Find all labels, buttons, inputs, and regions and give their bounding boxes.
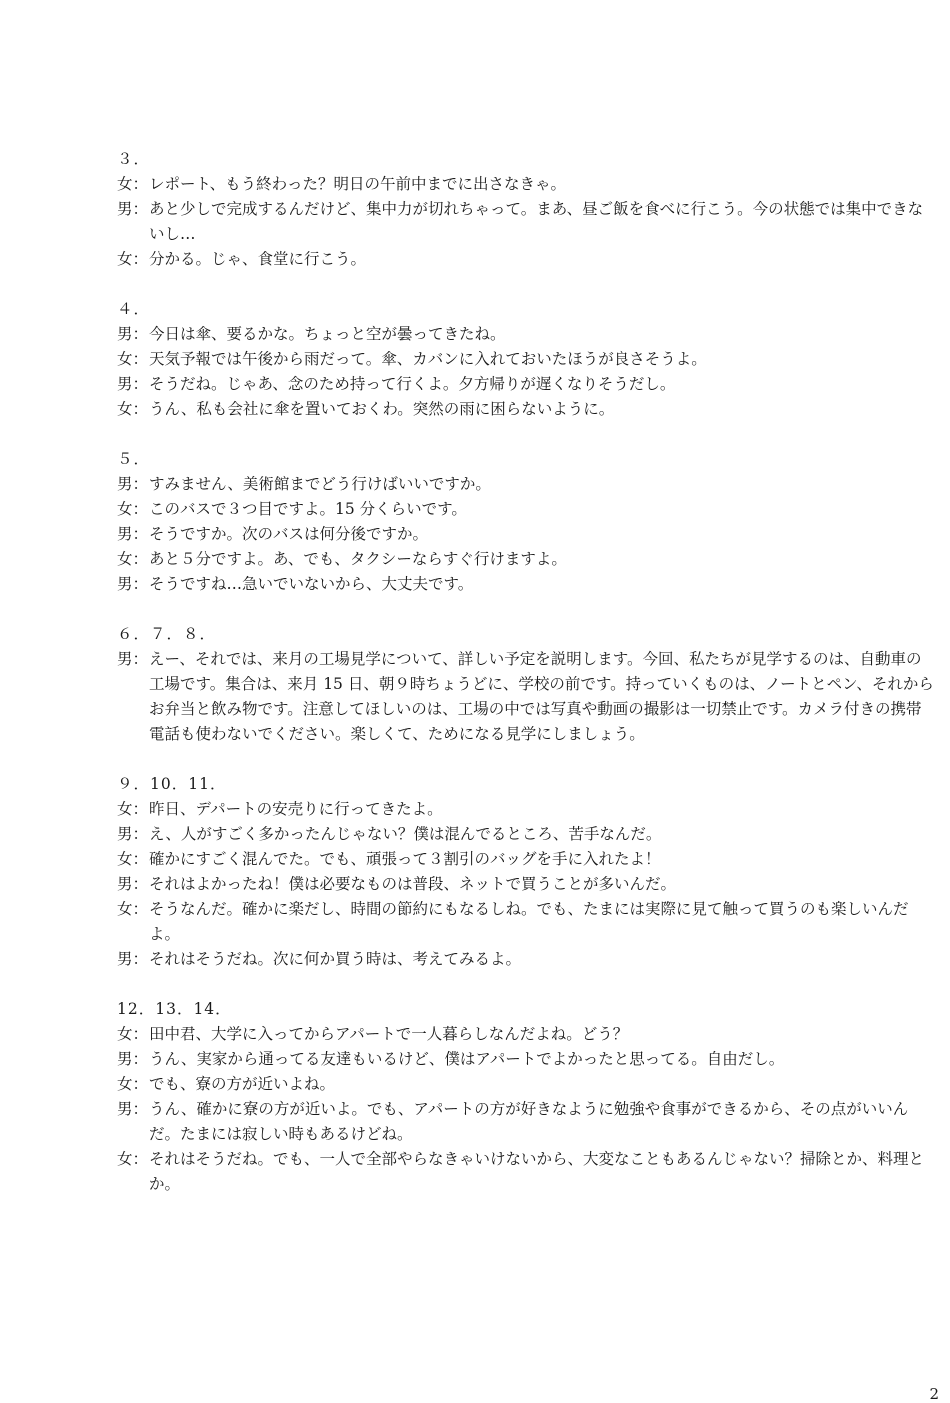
dialogue-section [117, 447, 937, 597]
speaker-label: 男： [117, 200, 149, 218]
dialogue-text: 天気予報では午後から雨だって。傘、カバンに入れておいたほうが良さそうよ。 [149, 350, 707, 368]
dialogue-line [117, 822, 937, 847]
speaker-label: 女： [117, 550, 149, 568]
dialogue-line [117, 247, 937, 272]
dialogue-text: うん、実家から通ってる友達もいるけど、僕はアパートでよかったと思ってる。自由だし。 [149, 1050, 785, 1068]
dialogue-line [117, 572, 937, 597]
speaker-label: 男： [117, 325, 149, 343]
dialogue-text: レポート、もう終わった？明日の午前中までに出さなきゃ。 [149, 175, 566, 193]
speaker-label: 男： [117, 375, 149, 393]
dialogue-line [117, 197, 937, 247]
dialogue-line [117, 897, 937, 947]
question-number: ９．10．11． [117, 775, 227, 793]
speaker-label: 男： [117, 575, 149, 593]
question-number: ４． [117, 300, 151, 318]
dialogue-text: 今日は傘、要るかな。ちょっと空が曇ってきたね。 [149, 325, 506, 343]
dialogue-line [117, 522, 937, 547]
dialogue-text: 分かる。じゃ、食堂に行こう。 [149, 250, 367, 268]
speaker-label: 女： [117, 800, 149, 818]
speaker-label: 女： [117, 350, 149, 368]
speaker-label: 男： [117, 1100, 149, 1118]
dialogue-text: あと少しで完成するんだけど、集中力が切れちゃって。まあ、昼ご飯を食べに行こう。今の状態では集中できないし… [149, 200, 924, 243]
dialogue-text: それはよかったね！僕は必要なものは普段、ネットで買うことが多いんだ。 [149, 875, 677, 893]
dialogue-text: 昨日、デパートの安売りに行ってきたよ。 [149, 800, 443, 818]
dialogue-line [117, 497, 937, 522]
speaker-label: 女： [117, 250, 149, 268]
page-number: 2 [929, 1385, 939, 1403]
dialogue-text: そうですね…急いでいないから、大丈夫です。 [149, 575, 474, 593]
dialogue-line [117, 1147, 937, 1197]
dialogue-section [117, 147, 937, 272]
dialogue-text: あと５分ですよ。あ、でも、タクシーならすぐ行けますよ。 [149, 550, 567, 568]
speaker-label: 男： [117, 950, 149, 968]
dialogue-line [117, 1022, 937, 1047]
speaker-label: 男： [117, 825, 149, 843]
dialogue-text: そうですか。次のバスは何分後ですか。 [149, 525, 429, 543]
dialogue-text: 確かにすごく混んでた。でも、頑張って３割引のバッグを手に入れたよ！ [149, 850, 661, 868]
question-number: ６．７．８． [117, 625, 217, 643]
dialogue-text: でも、寮の方が近いよね。 [149, 1075, 336, 1093]
dialogue-text: 田中君、大学に入ってからアパートで一人暮らしなんだよね。どう？ [149, 1025, 629, 1043]
speaker-label: 女： [117, 850, 149, 868]
speaker-label: 女： [117, 1075, 149, 1093]
dialogue-text: うん、確かに寮の方が近いよ。でも、アパートの方が好きなように勉強や食事ができるから、その点がいいんだ。たまには寂しい時もあるけどね。 [149, 1100, 909, 1143]
dialogue-line [117, 797, 937, 822]
dialogue-text: え、人がすごく多かったんじゃない？僕は混んでるところ、苦手なんだ。 [149, 825, 662, 843]
question-number: ５． [117, 450, 151, 468]
dialogue-line [117, 172, 937, 197]
dialogue-line [117, 872, 937, 897]
speaker-label: 男： [117, 875, 149, 893]
speaker-label: 男： [117, 650, 149, 668]
dialogue-line [117, 847, 937, 872]
dialogue-text: それはそうだね。次に何か買う時は、考えてみるよ。 [149, 950, 522, 968]
speaker-label: 女： [117, 1150, 149, 1168]
dialogue-text: このバスで３つ目ですよ。15 分くらいです。 [149, 500, 467, 518]
dialogue-section [117, 772, 937, 972]
speaker-label: 女： [117, 900, 149, 918]
speaker-label: 女： [117, 500, 149, 518]
dialogue-line [117, 547, 937, 572]
dialogue-text: そうなんだ。確かに楽だし、時間の節約にもなるしね。でも、たまには実際に見て触って買うのも楽しいんだよ。 [149, 900, 909, 943]
question-number: 12．13．14． [117, 1000, 232, 1018]
speaker-label: 女： [117, 400, 149, 418]
speaker-label: 女： [117, 175, 149, 193]
dialogue-line [117, 347, 937, 372]
dialogue-line [117, 372, 937, 397]
dialogue-line [117, 1047, 937, 1072]
speaker-label: 女： [117, 1025, 149, 1043]
dialogue-line [117, 322, 937, 347]
dialogue-text: えー、それでは、来月の工場見学について、詳しい予定を説明します。今回、私たちが見学するのは、自動車の工場です。集合は、来月 15 日、朝９時ちょうどに、学校の前です。持っていくものは、ノートとペン、それからお弁当と飲み物です。注意してほしいのは、工場の中では写真や動画の撮影は一切禁止です。カメラ付きの携帯電話も使わないでください。楽しくて、ためになる見学にしましょう。 [149, 650, 934, 743]
dialogue-line [117, 947, 937, 972]
dialogue-line [117, 647, 937, 747]
dialogue-section [117, 622, 937, 747]
dialogue-text: そうだね。じゃあ、念のため持って行くよ。夕方帰りが遅くなりそうだし。 [149, 375, 676, 393]
dialogue-line [117, 1097, 937, 1147]
question-number: ３． [117, 150, 151, 168]
speaker-label: 男： [117, 475, 149, 493]
dialogue-line [117, 1072, 937, 1097]
dialogue-text: それはそうだね。でも、一人で全部やらなきゃいけないから、大変なこともあるんじゃない？掃除とか、料理とか。 [149, 1150, 925, 1193]
dialogue-text: うん、私も会社に傘を置いておくわ。突然の雨に困らないように。 [149, 400, 615, 418]
transcript-page [117, 147, 939, 1403]
dialogue-section [117, 997, 937, 1197]
dialogue-section [117, 297, 937, 422]
dialogue-line [117, 472, 937, 497]
speaker-label: 男： [117, 1050, 149, 1068]
speaker-label: 男： [117, 525, 149, 543]
dialogue-line [117, 397, 937, 422]
dialogue-text: すみません、美術館までどう行けばいいですか。 [149, 475, 491, 493]
